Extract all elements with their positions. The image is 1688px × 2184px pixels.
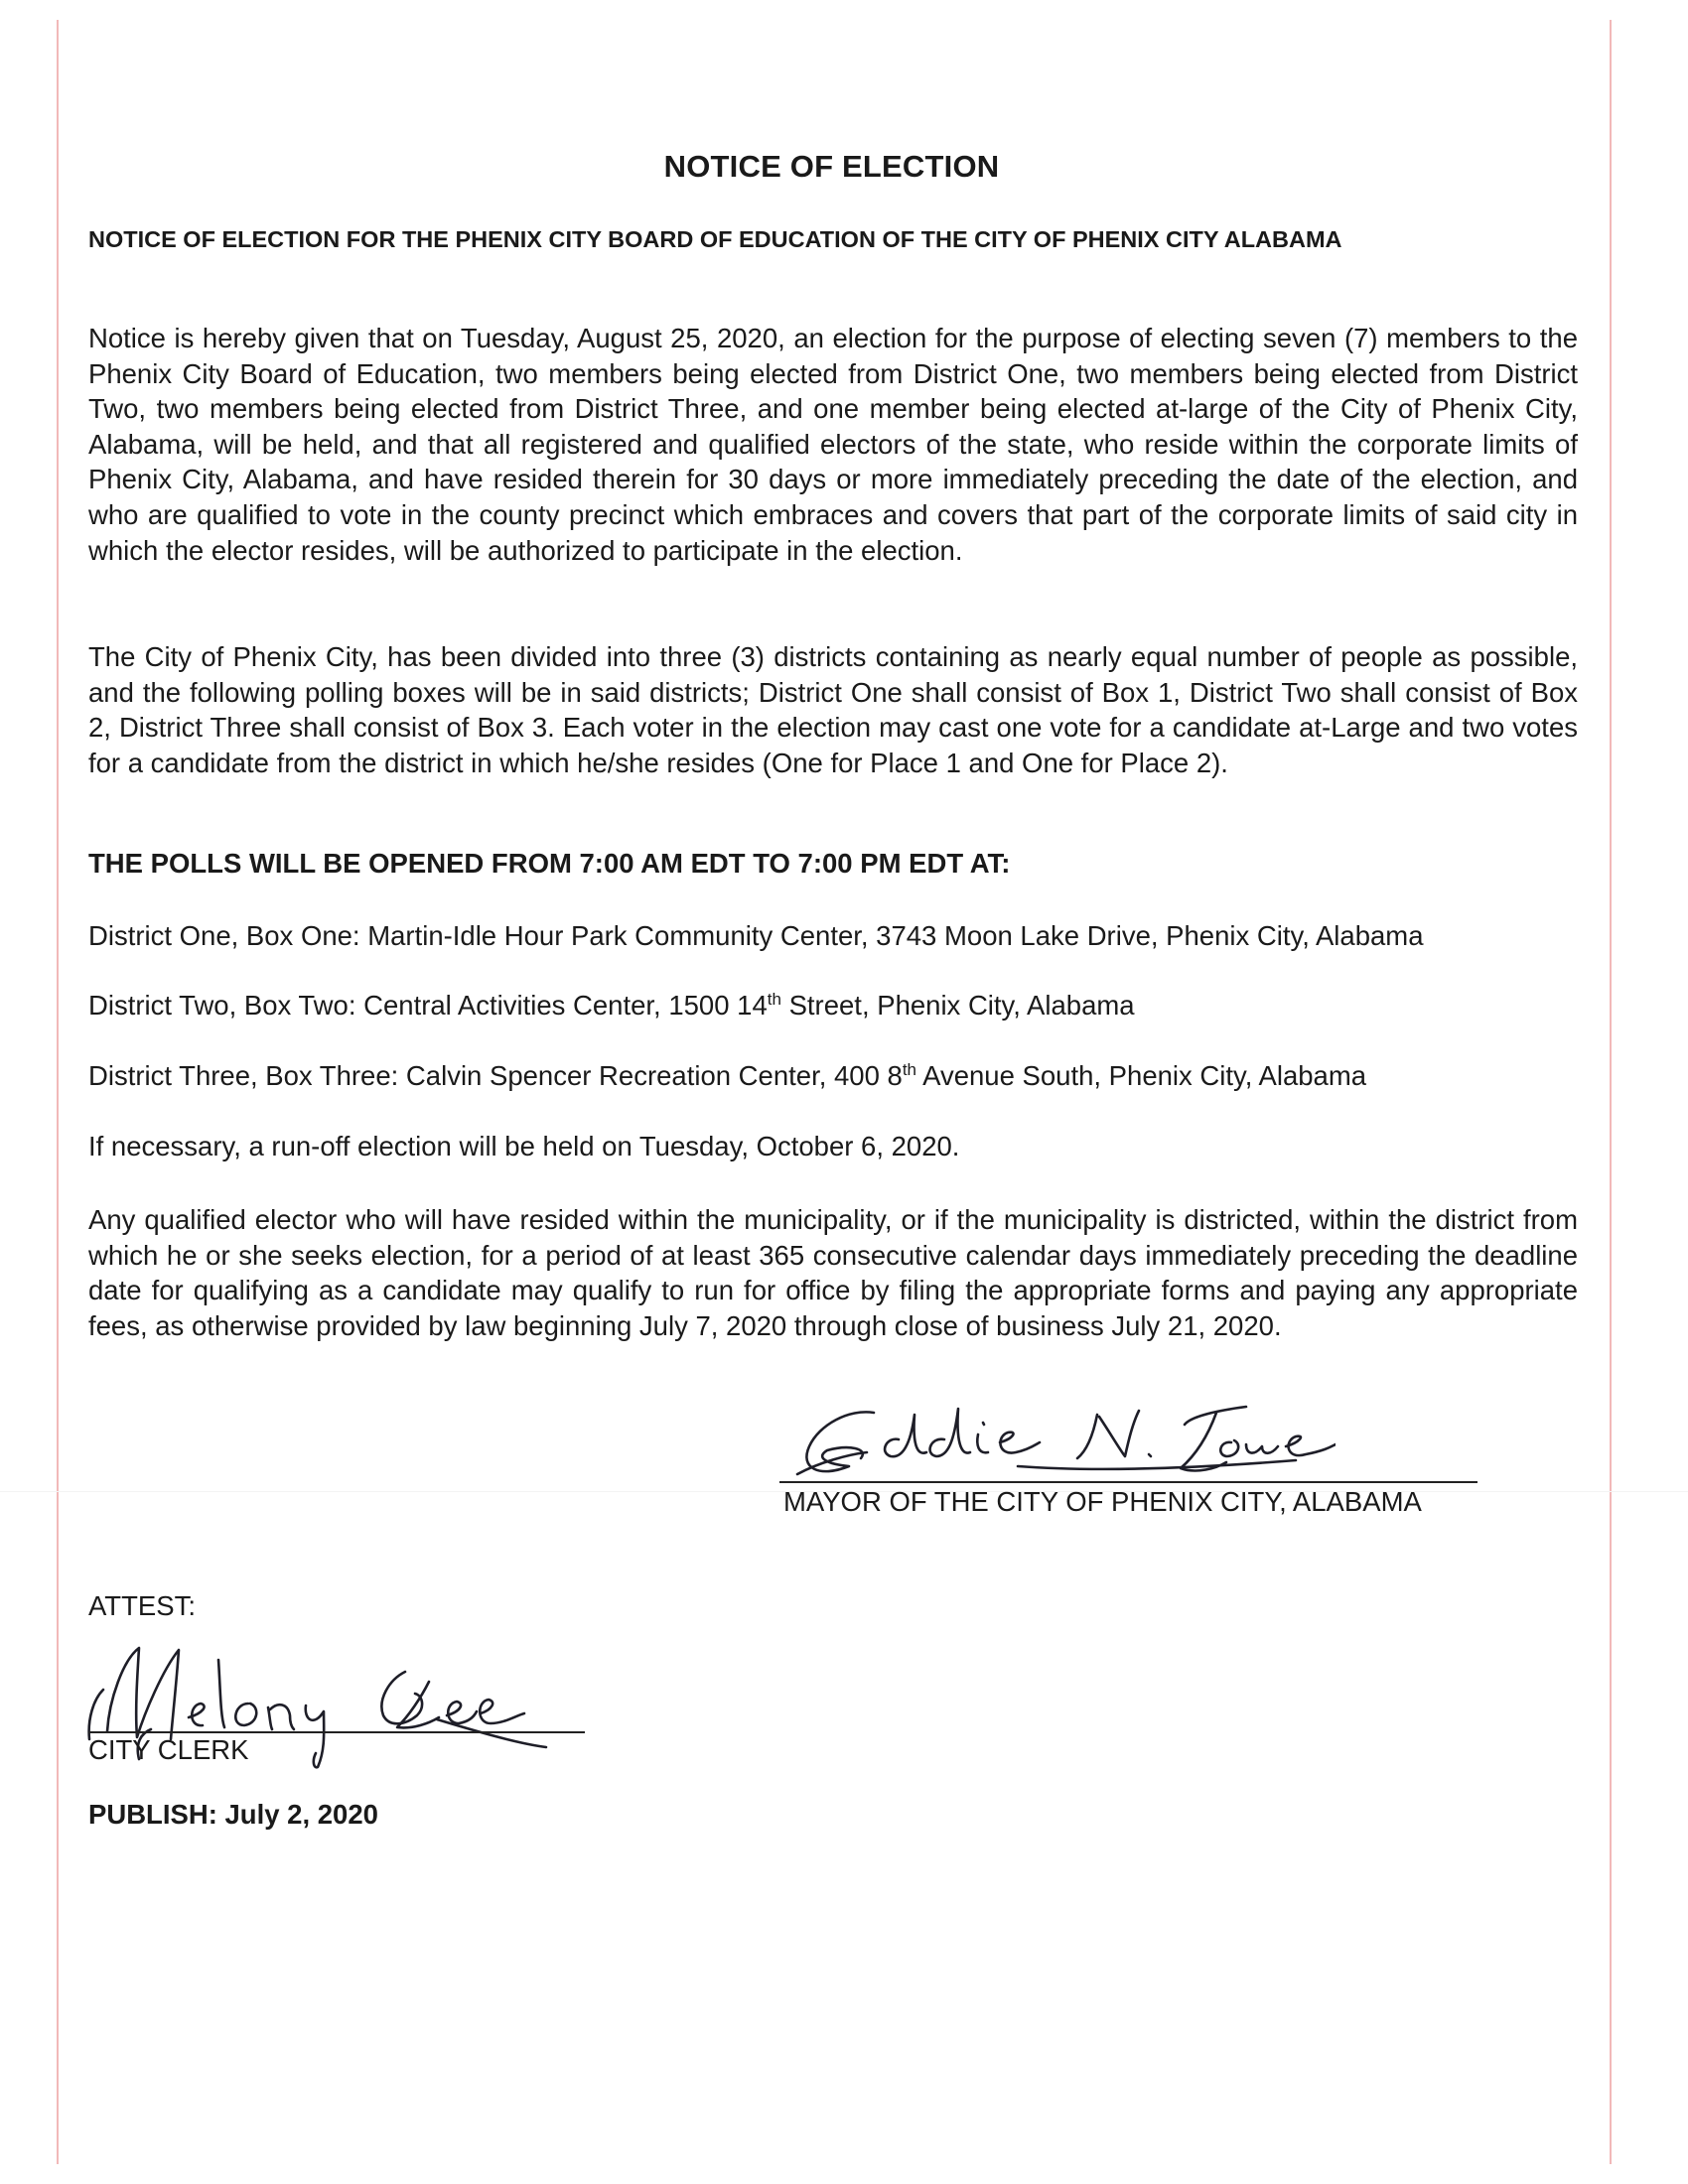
notice-title: NOTICE OF ELECTION — [663, 149, 1000, 184]
district-three-location: District Three, Box Three: Calvin Spencer Recreation Center, 400 8th Avenue South, Phenix City, Alabama — [88, 1059, 1367, 1091]
mayor-signature — [779, 1395, 1336, 1489]
left-margin-line — [57, 20, 59, 2164]
clerk-caption: CITY CLERK — [88, 1734, 249, 1765]
election-paragraph: Notice is hereby given that on Tuesday, August 25, 2020, an election for the purpose of electing seven (7) members to the Phenix City Board of Education, two members being elected from District One, two members being elected from District Two, two members being elected from District Three, and one member being elected at-large of the City of Phenix City, Alabama, will be held, and that all registered and qualified electors of the state, who reside within the corporate limits of Phenix City, Alabama, and have resided therein for 30 days or more immediately preceding the date of the election, and who are qualified to vote in the county precinct which embraces and covers that part of the corporate limits of said city in which the elector resides, will be authorized to participate in the election. — [88, 323, 1578, 566]
notice-subtitle: NOTICE OF ELECTION FOR THE PHENIX CITY BOARD OF EDUCATION OF THE CITY OF PHENIX CITY ALABAMA — [88, 226, 1342, 252]
runoff-notice: If necessary, a run-off election will be held on Tuesday, October 6, 2020. — [88, 1131, 960, 1161]
publish-date: PUBLISH: July 2, 2020 — [88, 1799, 378, 1830]
clerk-signature-line — [88, 1731, 585, 1733]
attest-label: ATTEST: — [88, 1590, 196, 1621]
mayor-signature-line — [779, 1481, 1477, 1483]
qualification-paragraph: Any qualified elector who will have resided within the municipality, or if the municipality is districted, within the district from which he or she seeks election, for a period of at least 365 consecutive calendar days immediately preceding the deadline date for qualifying as a candidate may qualify to run for office by filing the appropriate forms and paying any appropriate fees, as otherwise provided by law beginning July 7, 2020 through close of business July 21, 2020. — [88, 1204, 1578, 1341]
mayor-caption: MAYOR OF THE CITY OF PHENIX CITY, ALABAMA — [783, 1486, 1422, 1517]
districts-paragraph: The City of Phenix City, has been divided into three (3) districts containing as nearly equal number of people as possible, and the following polling boxes will be in said districts; District One shall consist of Box 1, District Two shall consist of Box 2, District Three shall consist of Box 3. Each voter in the election may cast one vote for a candidate at-Large and two votes for a candidate from the district in which he/she resides (One for Place 1 and One for Place 2). — [88, 641, 1578, 778]
polls-heading: THE POLLS WILL BE OPENED FROM 7:00 AM EDT TO 7:00 PM EDT AT: — [88, 848, 1011, 879]
district-one-location: District One, Box One: Martin-Idle Hour Park Community Center, 3743 Moon Lake Drive, Phenix City, Alabama — [88, 920, 1424, 951]
district-two-location: District Two, Box Two: Central Activities Center, 1500 14th Street, Phenix City, Alabama — [88, 989, 1135, 1021]
